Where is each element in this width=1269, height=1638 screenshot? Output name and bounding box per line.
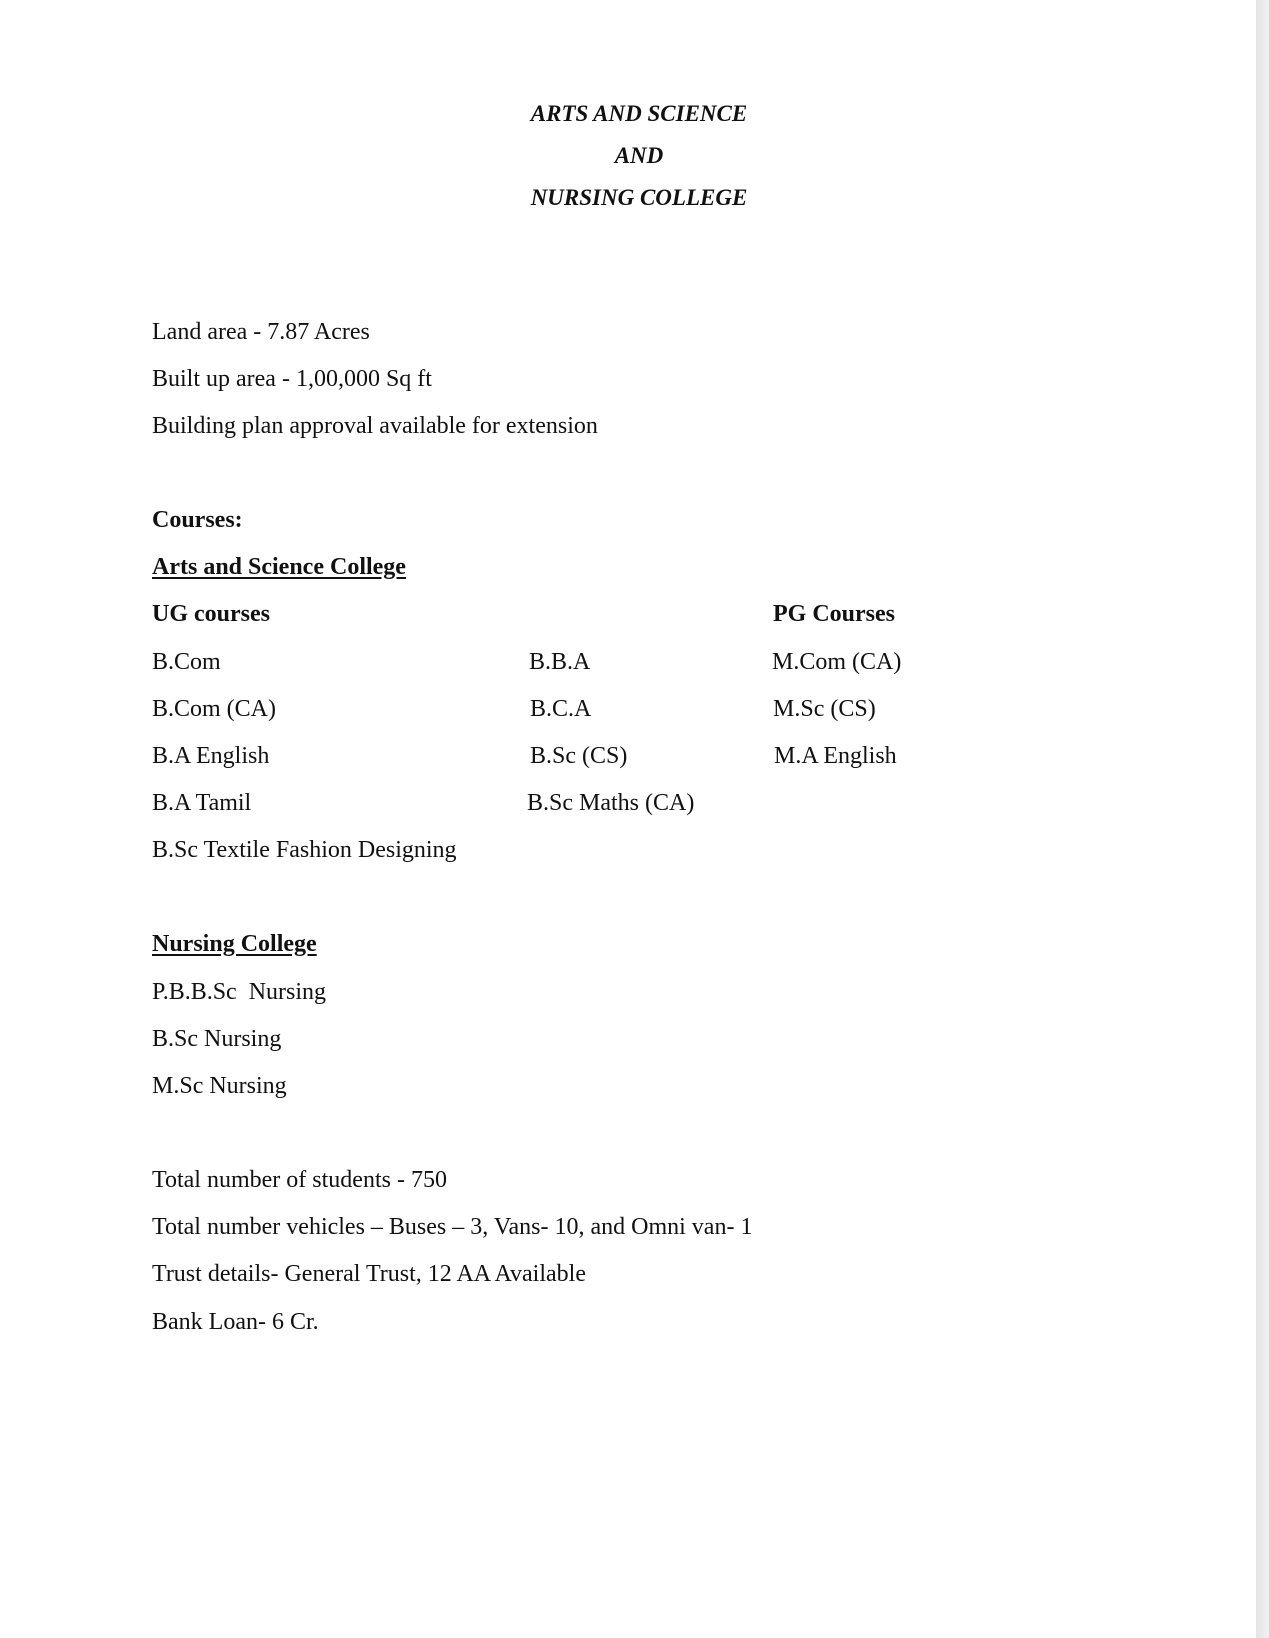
title-line-3: NURSING COLLEGE <box>530 185 748 210</box>
pg-courses-heading: PG Courses <box>773 601 895 627</box>
ug-course-item: B.B.A <box>529 649 591 675</box>
total-students: Total number of students - 750 <box>152 1167 447 1193</box>
ug-course-item: B.Com <box>152 649 221 675</box>
trust-details: Trust details- General Trust, 12 AA Available <box>152 1261 586 1287</box>
pg-course-item: M.A English <box>774 743 897 769</box>
ug-courses-heading: UG courses <box>152 601 270 627</box>
title-line-2: AND <box>614 143 664 168</box>
nursing-course-item: M.Sc Nursing <box>152 1073 287 1099</box>
nursing-college-heading: Nursing College <box>152 931 317 957</box>
ug-course-item: B.Sc Maths (CA) <box>527 790 695 816</box>
courses-heading: Courses: <box>152 507 243 533</box>
page-edge-shadow <box>1256 0 1269 1638</box>
ug-course-item: B.A English <box>152 743 270 769</box>
plan-approval: Building plan approval available for extension <box>152 413 598 439</box>
ug-course-item: B.A Tamil <box>152 790 252 816</box>
total-vehicles: Total number vehicles – Buses – 3, Vans- 10, and Omni van- 1 <box>152 1214 753 1240</box>
ug-course-item: B.Sc (CS) <box>530 743 628 769</box>
nursing-course-item: P.B.B.Sc Nursing <box>152 979 327 1005</box>
built-up-area: Built up area - 1,00,000 Sq ft <box>152 366 432 392</box>
bank-loan: Bank Loan- 6 Cr. <box>152 1309 319 1335</box>
title-line-1: ARTS AND SCIENCE <box>530 101 748 126</box>
nursing-course-item: B.Sc Nursing <box>152 1026 282 1052</box>
land-area: Land area - 7.87 Acres <box>152 319 370 345</box>
ug-course-item: B.Com (CA) <box>152 696 277 722</box>
pg-course-item: M.Sc (CS) <box>773 696 876 722</box>
ug-course-item: B.Sc Textile Fashion Designing <box>152 837 457 863</box>
pg-course-item: M.Com (CA) <box>772 649 902 675</box>
arts-college-heading: Arts and Science College <box>152 554 406 580</box>
ug-course-item: B.C.A <box>530 696 592 722</box>
